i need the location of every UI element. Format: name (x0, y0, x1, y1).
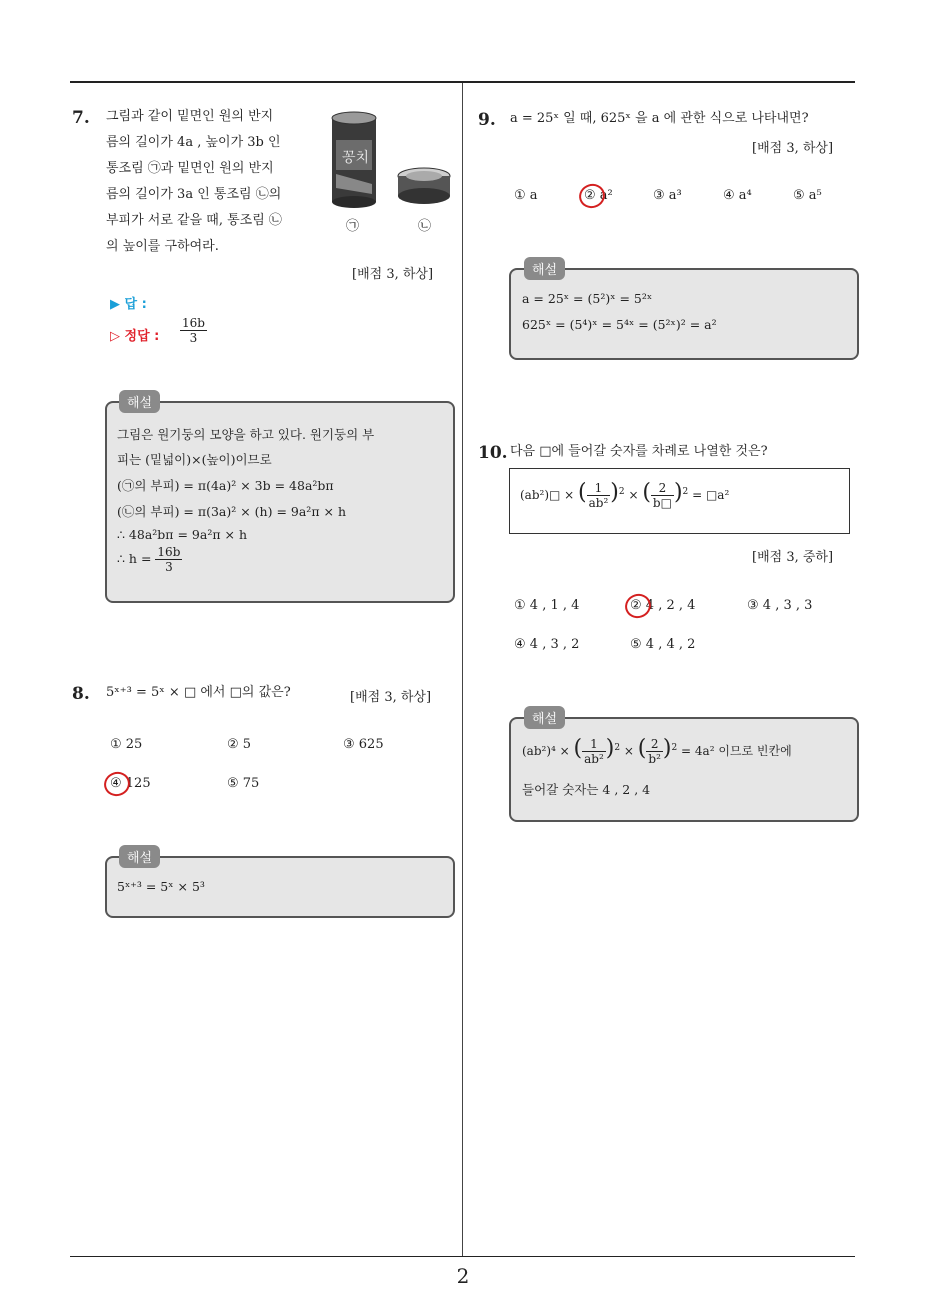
q10-option-2[interactable]: ② 4 , 2 , 4 (630, 598, 696, 613)
q10-sol-equation: (ab²)⁴ × ( $\frac{1}{\text{ab²}}$ )$^2$ × ( $\frac{2}{\text{b²}}$ )$^2$ = 4a² 이므로 빈칸에 (522, 736, 792, 766)
q10-sol-frac1-exp: 2 (614, 743, 621, 753)
q7-sol-final (117, 545, 182, 574)
q8-number: 8. (72, 684, 90, 704)
q9-question: a = 25ˣ 일 때, 625ˣ 을 a 에 관한 식으로 나타내면? (510, 111, 809, 126)
can-label: 꽁치 (342, 150, 370, 166)
q7-sol-final-prefix: ∴ h = (117, 551, 152, 566)
q7-sol-final-den: 3 (165, 560, 173, 574)
q7-correct-answer (180, 316, 207, 345)
q10-equation: (ab²)□ × ( $\frac{1}{\text{ab²}}$ )$^2$ × ( $\frac{2}{b□}$ )$^2$ = □a² (520, 480, 730, 510)
q7-line: 그림과 같이 밑면인 원의 반지 (106, 109, 274, 124)
q10-solution-tag: 해설 (524, 706, 565, 729)
q10-option-5[interactable]: ⑤ 4 , 4 , 2 (630, 637, 696, 652)
q8-option-4[interactable]: ④ 125 (110, 776, 151, 791)
q7-answer-label: ▶ 답 : (110, 297, 147, 312)
q10-sol-frac2-den: b² (648, 752, 661, 766)
q10-eq-frac1-exp: 2 (618, 487, 625, 497)
q9-sol-line: 625ˣ = (5⁴)ˣ = 5⁴ˣ = (5²ˣ)² = a² (522, 317, 717, 332)
q8-option-1[interactable]: ① 25 (110, 737, 143, 752)
q10-sol-frac2-exp: 2 (671, 743, 678, 753)
q9-option-2[interactable]: ② a² (584, 188, 613, 203)
q10-option-1[interactable]: ① 4 , 1 , 4 (514, 598, 580, 613)
q10-sol-line2: 들어갈 숫자는 4 , 2 , 4 (522, 782, 651, 797)
q10-solution-box (509, 717, 859, 822)
q9-solution-box (509, 268, 859, 360)
q7-sol-line: 피는 (밑넓이)×(높이)이므로 (117, 452, 272, 467)
can-images (326, 104, 456, 214)
q10-eq-left: (ab²)□ × (520, 488, 575, 502)
tall-can-image (332, 112, 376, 208)
q9-number: 9. (478, 110, 496, 130)
q10-number: 10. (478, 443, 508, 463)
q9-option-1[interactable]: ① a (514, 188, 538, 203)
q7-line: 름의 길이가 3a 인 통조림 ㉡의 (106, 187, 282, 202)
q10-eq-frac2-num: 2 (651, 481, 674, 496)
q7-solution-tag: 해설 (119, 390, 160, 413)
q10-sol-left: (ab²)⁴ × (522, 744, 570, 758)
q10-option-4[interactable]: ④ 4 , 3 , 2 (514, 637, 580, 652)
q7-number: 7. (72, 108, 90, 128)
q8-option-5[interactable]: ⑤ 75 (227, 776, 260, 791)
page-number: 2 (456, 1264, 470, 1288)
q10-sol-frac1-num: 1 (582, 737, 606, 752)
q7-img-label-a: ㉠ (346, 219, 360, 234)
q8-solution-tag: 해설 (119, 845, 160, 868)
q7-line: 부피가 서로 같을 때, 통조림 ㉡ (106, 213, 282, 228)
q10-eq-frac2-exp: 2 (682, 487, 689, 497)
q8-option-2[interactable]: ② 5 (227, 737, 252, 752)
q8-option-3[interactable]: ③ 625 (343, 737, 384, 752)
q7-line: 름의 길이가 4a , 높이가 3b 인 (106, 135, 281, 150)
q7-correct-fraction (180, 316, 207, 345)
q7-line: 의 높이를 구하여라. (106, 239, 219, 254)
q10-eq-frac1-num: 1 (587, 481, 611, 496)
q10-eq-right: = □a² (692, 488, 730, 502)
q7-sol-final-fraction (155, 545, 182, 574)
q10-sol-frac2 (646, 737, 663, 766)
q10-option-3[interactable]: ③ 4 , 3 , 3 (747, 598, 813, 613)
q10-source: [배점 3, 중하] (752, 550, 834, 565)
bottom-rule (70, 1256, 855, 1257)
q9-sol-line: a = 25ˣ = (5²)ˣ = 5²ˣ (522, 291, 653, 306)
q10-sol-frac1-den: ab² (584, 752, 604, 766)
q10-sol-frac1 (582, 737, 606, 766)
q10-eq-frac2 (651, 481, 674, 510)
q10-sol-frac2-num: 2 (646, 737, 663, 752)
q10-question: 다음 □에 들어갈 숫자를 차례로 나열한 것은? (510, 444, 768, 459)
q7-sol-line: 그림은 원기둥의 모양을 하고 있다. 원기둥의 부 (117, 427, 375, 442)
q10-selected-mark (622, 591, 654, 622)
q7-correct-den: 3 (189, 331, 198, 345)
q9-source: [배점 3, 하상] (752, 141, 834, 156)
q8-selected-mark (101, 769, 133, 800)
q7-correct-num: 16b (182, 316, 205, 330)
q9-option-5[interactable]: ⑤ a⁵ (793, 188, 822, 203)
q10-sol-right: = 4a² 이므로 빈칸에 (681, 744, 792, 758)
q7-sol-final-num: 16b (157, 545, 181, 559)
q9-solution-tag: 해설 (524, 257, 565, 280)
q10-eq-frac1-den: ab² (588, 496, 609, 510)
q7-line: 통조림 ㉠과 밑면인 원의 반지 (106, 161, 274, 176)
q9-option-4[interactable]: ④ a⁴ (723, 188, 752, 203)
q9-selected-mark (576, 181, 608, 212)
q7-correct-label: ▷ 정답 : (110, 329, 160, 344)
q7-sol-line: (㉡의 부피) = π(3a)² × (h) = 9a²π × h (117, 504, 347, 519)
q9-option-3[interactable]: ③ a³ (653, 188, 682, 203)
q8-sol-line: 5ˣ⁺³ = 5ˣ × 5³ (117, 879, 205, 894)
q7-img-label-b: ㉡ (418, 219, 432, 234)
q8-source: [배점 3, 하상] (350, 690, 432, 705)
q8-question: 5ˣ⁺³ = 5ˣ × □ 에서 □의 값은? (106, 685, 291, 700)
q7-source: [배점 3, 하상] (352, 267, 434, 282)
short-can-image (398, 168, 450, 204)
q7-sol-line: (㉠의 부피) = π(4a)² × 3b = 48a²bπ (117, 478, 334, 493)
q7-text (106, 104, 282, 260)
q7-sol-line: ∴ 48a²bπ = 9a²π × h (117, 527, 248, 542)
q10-eq-frac2-den: b□ (652, 496, 672, 510)
column-divider (462, 83, 463, 1256)
q10-eq-frac1 (587, 481, 611, 510)
